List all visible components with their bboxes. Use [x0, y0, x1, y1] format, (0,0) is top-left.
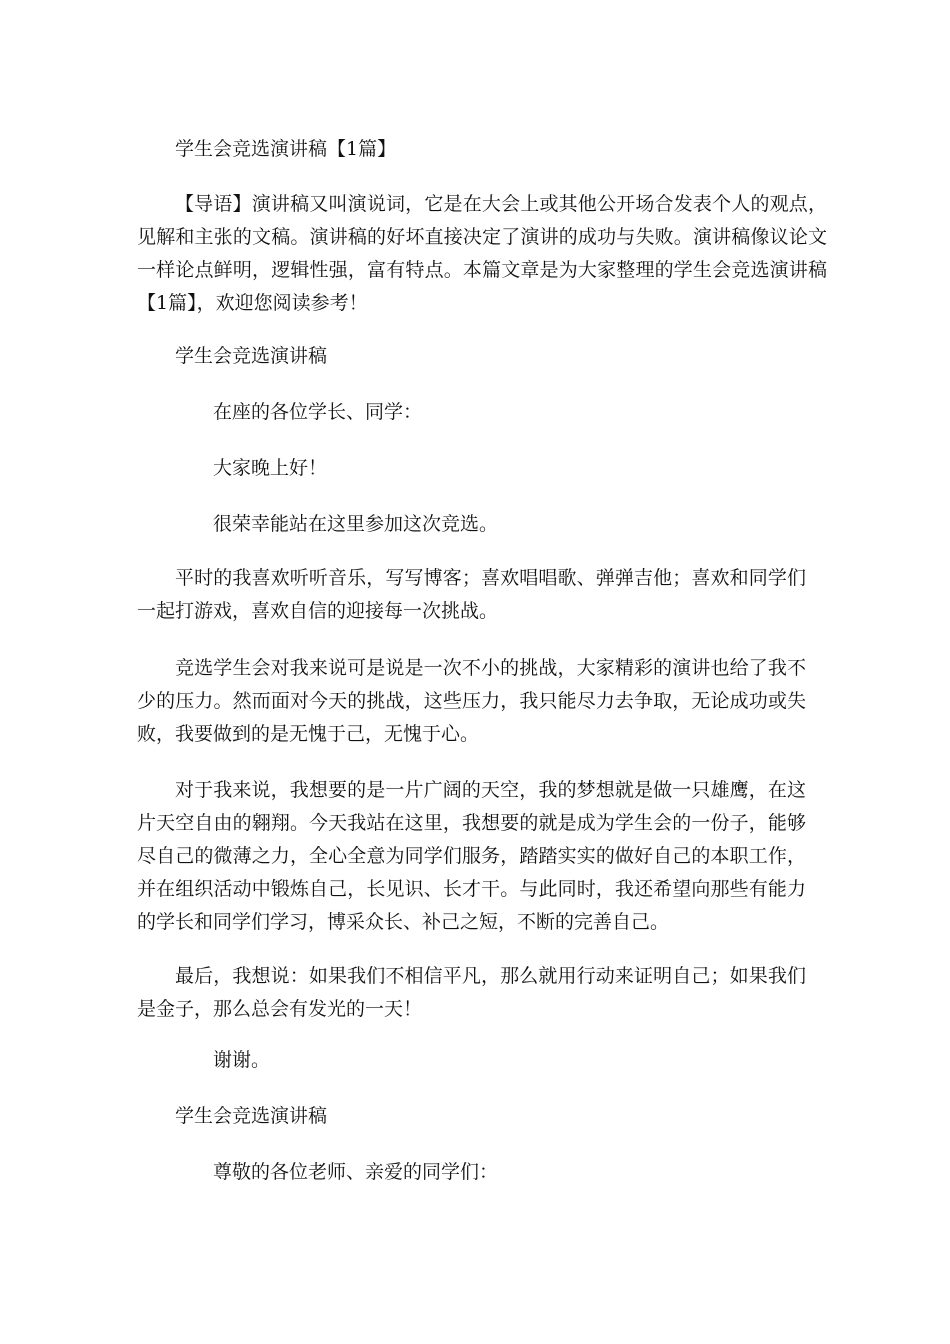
evening-greeting: 大家晚上好！: [213, 457, 328, 479]
greeting-line: 在座的各位学长、同学：: [213, 401, 423, 423]
closing-paragraph: 最后，我想说：如果我们不相信平凡，那么就用行动来证明自己；如果我们是金子，那么总会有发光的一天！: [137, 965, 806, 1020]
dream-paragraph: 对于我来说，我想要的是一片广阔的天空，我的梦想就是做一只雄鹰，在这片天空自由的翱翔。今天我站在这里，我想要的就是成为学生会的一份子，能够尽自己的微薄之力，全心全意为同学们服务，踏踏实实的做好自己的本职工作，并在组织活动中锻炼自己，长见识、长才干。与此同时，我还希望向那些有能力的学长和同学们学习，博采众长、补己之短，不断的完善自己。: [137, 779, 806, 933]
section-heading: 学生会竞选演讲稿: [175, 1105, 328, 1127]
thanks-line: 谢谢。: [213, 1049, 271, 1071]
hobbies-paragraph: 平时的我喜欢听听音乐，写写博客；喜欢唱唱歌、弹弹吉他；喜欢和同学们一起打游戏，喜欢自信的迎接每一次挑战。: [137, 567, 806, 622]
section-heading: 学生会竞选演讲稿: [175, 345, 328, 367]
document-title: 学生会竞选演讲稿【1篇】: [175, 138, 397, 160]
intro-paragraph: 【导语】演讲稿又叫演说词，它是在大会上或其他公开场合发表个人的观点，见解和主张的文稿。演讲稿的好坏直接决定了演讲的成功与失败。演讲稿像议论文一样论点鲜明，逻辑性强，富有特点。本篇文章是为大家整理的学生会竞选演讲稿【1篇】，欢迎您阅读参考！: [137, 193, 827, 314]
greeting-line: 尊敬的各位老师、亲爱的同学们：: [213, 1161, 499, 1183]
challenge-paragraph: 竞选学生会对我来说可是说是一次不小的挑战，大家精彩的演讲也给了我不少的压力。然而面对今天的挑战，这些压力，我只能尽力去争取，无论成功或失败，我要做到的是无愧于己，无愧于心。: [137, 657, 806, 745]
honored-line: 很荣幸能站在这里参加这次竞选。: [213, 513, 499, 535]
